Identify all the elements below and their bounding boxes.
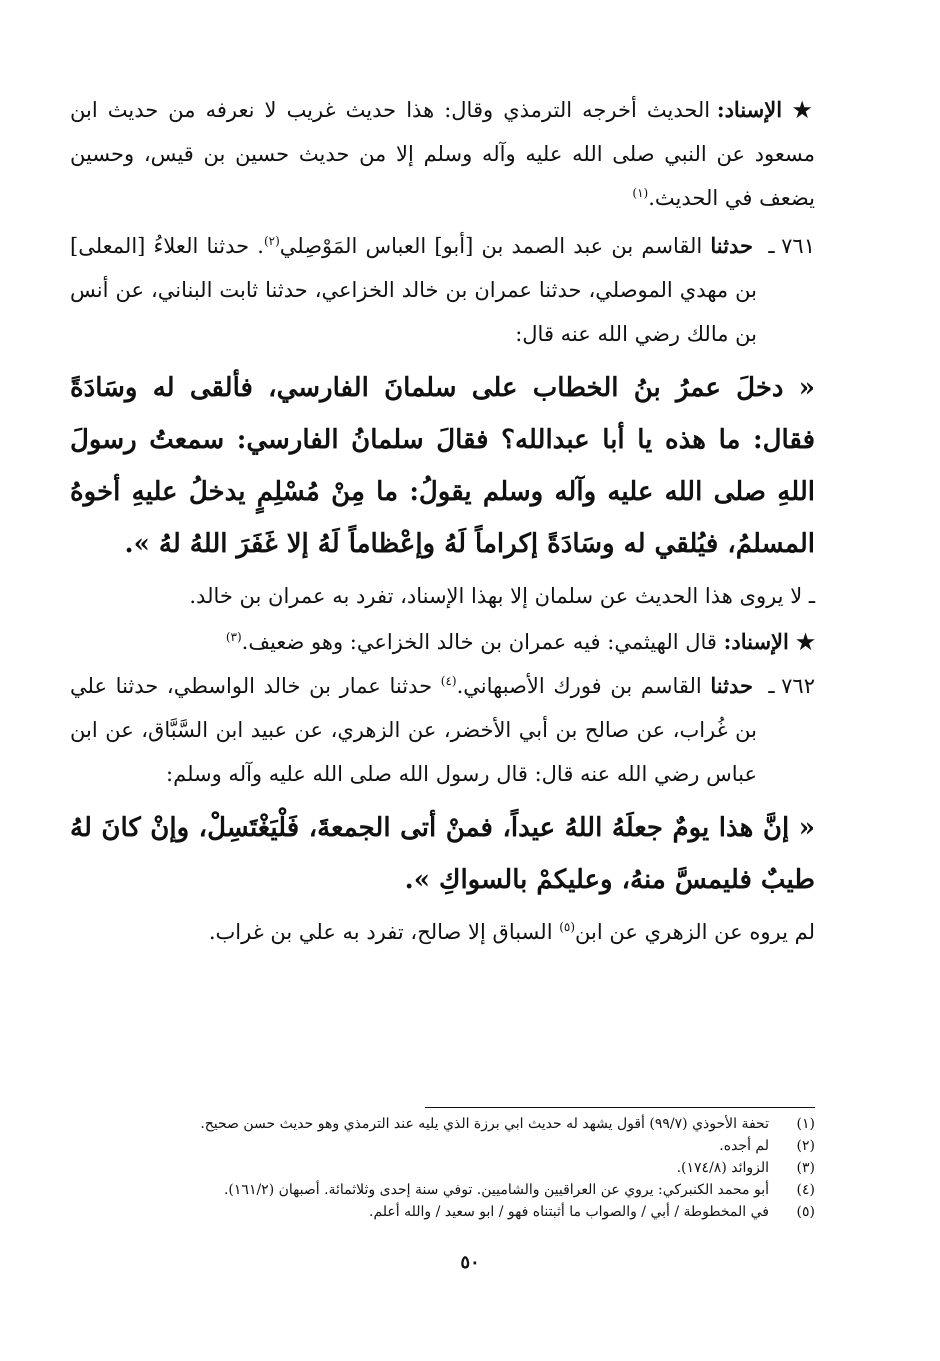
footnote-number: (٣) — [796, 1160, 815, 1176]
isnad-note-2 — [70, 620, 815, 664]
hadith-number-762: ٧٦٢ ـ — [768, 674, 815, 698]
footnote-number: (١) — [796, 1116, 815, 1132]
hadith-762-note — [70, 910, 815, 954]
footnote-text: أبو محمد الكنبركي: يروي عن العراقيين والشاميين. توفي سنة إحدى وثلاثمائة. أصبهان (١٦١/٢). — [223, 1182, 769, 1198]
footnote-text: تحفة الأحوذي (٩٩/٧) أقول يشهد له حديث ابي برزة الذي يليه عند الترمذي وهو حديث حسن صحيح. — [200, 1116, 769, 1132]
footnote-item — [70, 1179, 815, 1201]
hadith-762-chain-b: حدثنا عمار بن خالد الواسطي، حدثنا علي بن غُراب، عن صالح بن أبي الأخضر، عن الزهري، عن عبيد ابن السَّبَّاق، عن ابن عباس رضي الله عنه قال: قال رسول الله صلى الله عليه وآله وسلم: — [70, 674, 757, 786]
hadith-761-note: ـ لا يروى هذا الحديث عن سلمان إلا بهذا الإسناد، تفرد به عمران بن خالد. — [189, 584, 815, 608]
footnote-item — [70, 1113, 815, 1135]
footnote-number: (٥) — [796, 1204, 815, 1220]
footnote-ref-3: (٣) — [225, 630, 242, 644]
footnote-item — [70, 1201, 815, 1223]
isnad-text-1: الحديث أخرجه الترمذي وقال: هذا حديث غريب لا نعرفه من حديث ابن مسعود عن النبي صلى الله عليه وآله وسلم إلا من حديث حسين بن قيس، وحسين يضعف في الحديث. — [70, 98, 815, 210]
footnote-separator — [425, 1107, 815, 1108]
hadith-762-note-a: لم يروه عن الزهري عن ابن — [575, 920, 815, 944]
footnote-item — [70, 1157, 815, 1179]
footnote-text: في المخطوطة / أبي / والصواب ما أثبتناه فهو / ابو سعيد / والله أعلم. — [369, 1204, 769, 1220]
footnote-ref-1: (١) — [632, 186, 649, 200]
footnote-text: الزوائد (١٧٤/٨). — [676, 1160, 769, 1176]
isnad-note-1 — [70, 88, 815, 220]
footnote-ref-5: (٥) — [559, 920, 576, 934]
hadith-761 — [70, 224, 815, 356]
hadith-762-matn: « إنَّ هذا يومٌ جعلَهُ اللهُ عيداً، فمنْ أتى الجمعةَ، فَلْيَغْتَسِلْ، وإنْ كانَ لهُ طيبٌ فليمسَّ منهُ، وعليكمْ بالسواكِ ». — [70, 813, 815, 895]
hadith-761-chain-b: . حدثنا العلاءُ [المعلى] بن مهدي الموصلي، حدثنا عمران بن خالد الخزاعي، حدثنا ثابت البناني، عن أنس بن مالك رضي الله عنه قال: — [70, 234, 757, 346]
hadith-761-matn: « دخلَ عمرُ بنُ الخطاب على سلمانَ الفارسي، فألقى له وسَادَةً فقال: ما هذه يا أبا عبدالله؟ فقالَ سلمانُ الفارسي: سمعتُ رسولَ اللهِ صلى الله عليه وآله وسلم يقولُ: ما مِنْ مُسْلِمٍ يدخلُ عليهِ أخوهُ المسلمُ، فيُلقي له وسَادَةً إكراماً لَهُ وإعْظاماً لَهُ إلا غَفَرَ اللهُ لهُ ». — [70, 373, 815, 559]
hadith-762 — [70, 664, 815, 796]
hadith-762-lead: حدثنا — [710, 673, 753, 698]
footnote-number: (٤) — [796, 1182, 815, 1198]
footnote-ref-2: (٢) — [263, 234, 280, 248]
isnad-label-2: ★ الإسناد: — [723, 629, 815, 654]
hadith-762-chain-a: القاسم بن فورك الأصبهاني. — [456, 674, 711, 698]
footnote-ref-4: (٤) — [440, 674, 457, 688]
hadith-number-761: ٧٦١ ـ — [768, 234, 815, 258]
isnad-label-1: ★ الإسناد: — [716, 97, 815, 122]
page-number: ٥٠ — [460, 1252, 480, 1273]
isnad-text-2: قال الهيثمي: فيه عمران بن خالد الخزاعي: وهو ضعيف. — [241, 630, 724, 654]
footnotes — [70, 1113, 815, 1223]
hadith-761-lead: حدثنا — [710, 233, 753, 258]
footnote-item — [70, 1135, 815, 1157]
hadith-761-chain-a: القاسم بن عبد الصمد بن [أبو] العباس المَوْصِلي — [279, 234, 711, 258]
page-body — [70, 88, 815, 954]
hadith-762-note-b: السباق إلا صالح، تفرد به علي بن غراب. — [208, 920, 560, 944]
footnote-number: (٢) — [796, 1138, 815, 1154]
footnote-text: لم أجده. — [719, 1138, 769, 1154]
